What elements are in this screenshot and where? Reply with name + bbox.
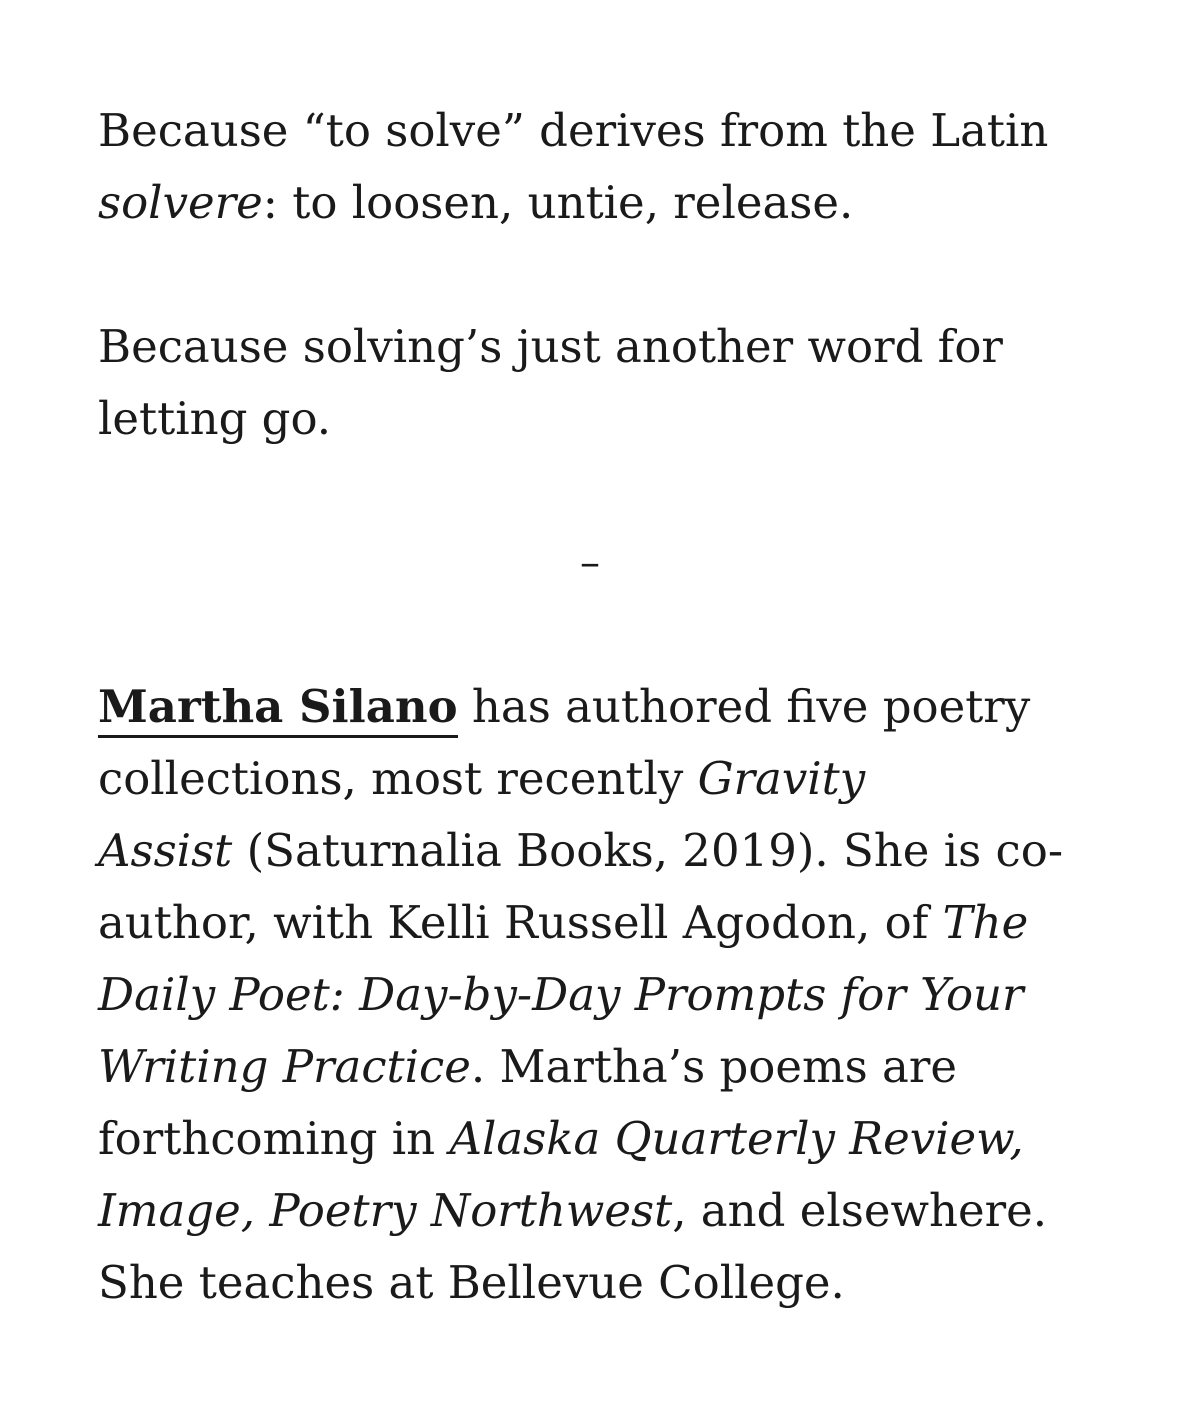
bio-text: author, with Kelli Russell Agodon, of bbox=[98, 896, 943, 949]
poem-text: Because solving’s just another word for bbox=[98, 320, 1003, 373]
poem-line bbox=[98, 167, 1088, 239]
poem-stanza bbox=[98, 311, 1088, 455]
author-name-link[interactable]: Martha Silano bbox=[98, 680, 458, 738]
bio-line bbox=[98, 1247, 1088, 1319]
poem-text: Because “to solve” derives from the Latin bbox=[98, 104, 1049, 157]
book-title: Writing Practice bbox=[98, 1040, 471, 1093]
poem-line bbox=[98, 95, 1088, 167]
bio-line bbox=[98, 1175, 1088, 1247]
poem-line bbox=[98, 383, 1088, 455]
latin-word: solvere bbox=[98, 176, 263, 229]
bio-line bbox=[98, 1103, 1088, 1175]
bio-line bbox=[98, 1031, 1088, 1103]
poem-text: letting go. bbox=[98, 392, 332, 445]
bio-text: She teaches at Bellevue College. bbox=[98, 1256, 845, 1309]
article-body bbox=[98, 95, 1088, 1319]
bio-text: . Martha’s poems are bbox=[470, 1040, 958, 1093]
bio-text: (Saturnalia Books, 2019). She is co- bbox=[232, 824, 1064, 877]
poem-stanza bbox=[98, 95, 1088, 239]
bio-text: , and elsewhere. bbox=[672, 1184, 1048, 1237]
bio-line bbox=[98, 815, 1088, 887]
section-separator: – bbox=[580, 540, 600, 586]
book-title: Assist bbox=[98, 824, 233, 877]
bio-text: forthcoming in bbox=[98, 1112, 450, 1165]
book-title: Daily Poet: Day-by-Day Prompts for Your bbox=[98, 968, 1024, 1021]
bio-text: collections, most recently bbox=[98, 752, 698, 805]
bio-line bbox=[98, 887, 1088, 959]
book-title: The bbox=[942, 896, 1029, 949]
author-bio bbox=[98, 671, 1088, 1319]
poem-line bbox=[98, 311, 1088, 383]
book-title: Gravity bbox=[697, 752, 866, 805]
bio-line bbox=[98, 959, 1088, 1031]
bio-line bbox=[98, 743, 1088, 815]
journal-title: Image, Poetry Northwest bbox=[98, 1184, 673, 1237]
journal-title: Alaska Quarterly Review, bbox=[449, 1112, 1024, 1165]
bio-line bbox=[98, 671, 1088, 743]
poem-text: : to loosen, untie, release. bbox=[262, 176, 854, 229]
bio-text: has authored five poetry bbox=[457, 680, 1031, 733]
